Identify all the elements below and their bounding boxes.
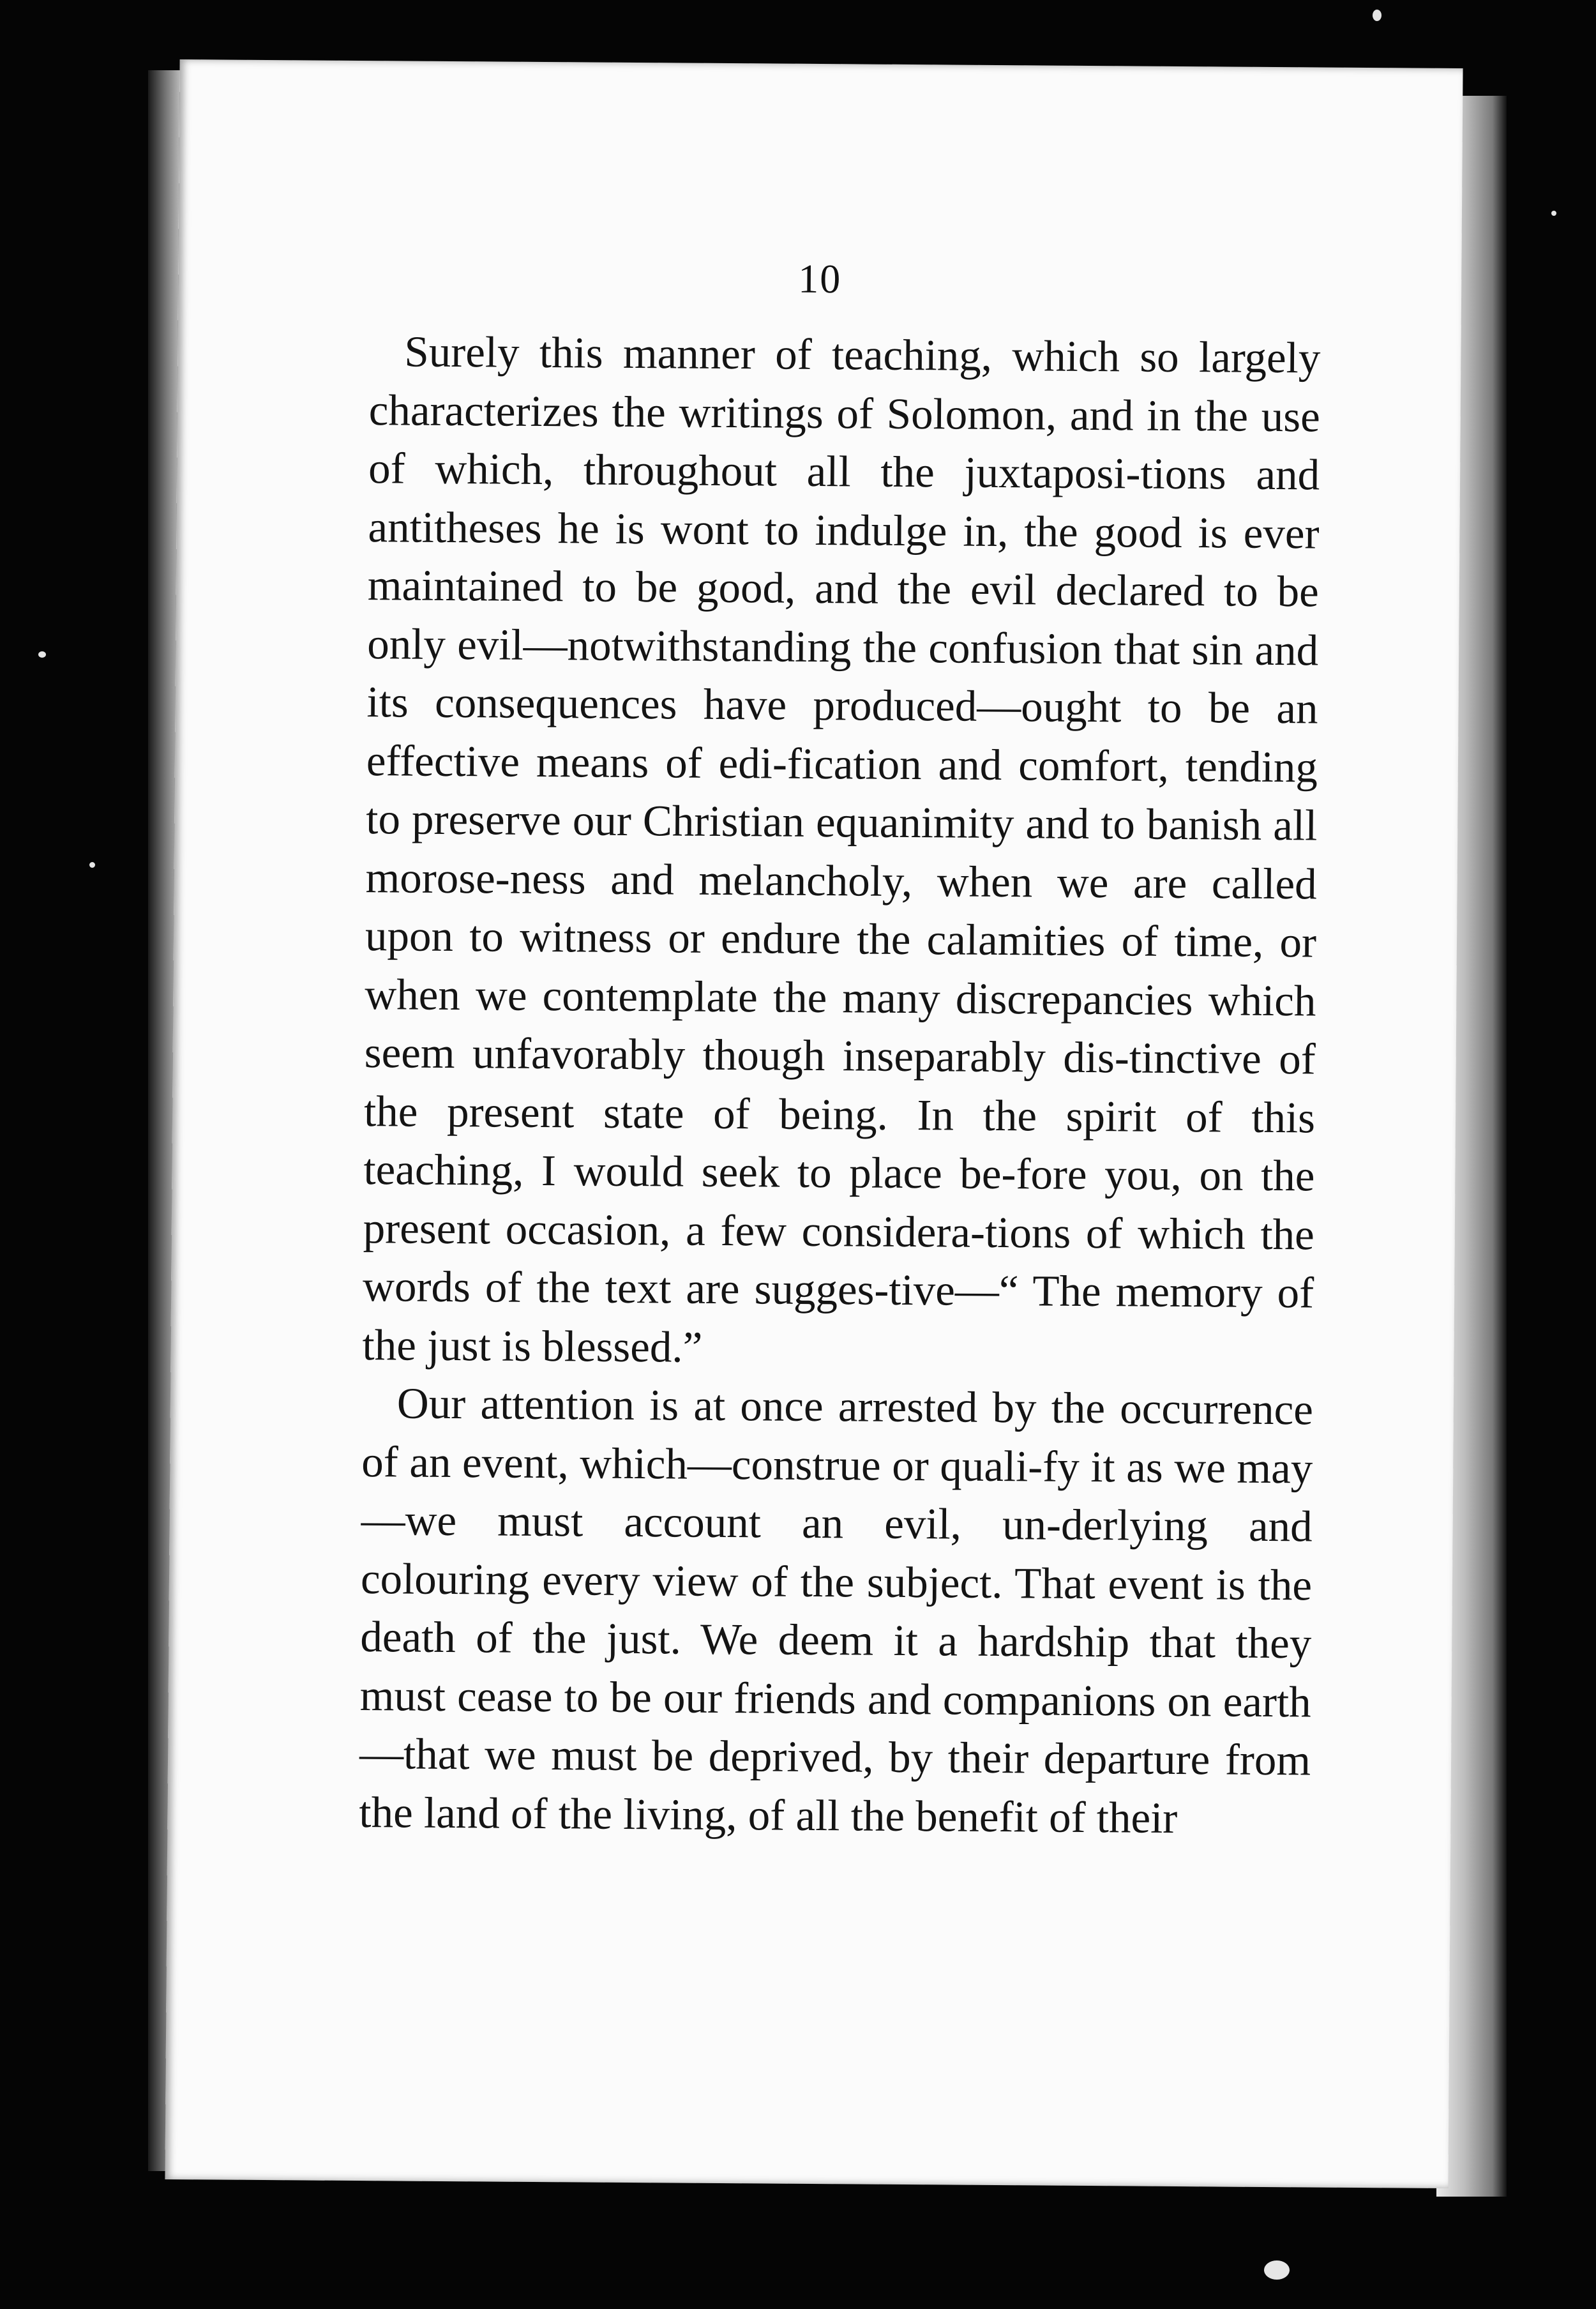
paragraph-1: Surely this manner of teaching, which so largely characterizes the writings of Solomon, and in the use of which, throughout all the juxtaposi-tions and antitheses he is wont to indulge in, the good is ever maintained to be good, and the evil declared to be only evil—notwithstanding the confusion that sin and its consequences have produced—ought to be an effective means of edi-fication and comfort, tending to preserve our Christian equanimity and to banish all morose-ness and melancholy, when we are called upon to witness or endure the calamities of time, or when we contemplate the many discrepancies which seem unfavorably though inseparably dis-tinctive of the present state of being. In the spirit of this teaching, I would seek to place be-fore you, on the present occasion, a few considera-tions of which the words of the text are sugges-tive—“ The memory of the just is blessed.” (362, 327, 1321, 1372)
page-number: 10 (797, 255, 842, 302)
paragraph-2: Our attention is at once arrested by the occurrence of an event, which—construe or quali-fy it as we may—we must account an evil, un-derlying and colouring every view of the subject. That event is the death of the just. We deem it a hardship that they must cease to be our friends and companions on earth—that we must be deprived, by their departure from the land of the living, of all the benefit of their (359, 1379, 1314, 1842)
book-page (165, 59, 1463, 2188)
body-text (359, 322, 1321, 1848)
